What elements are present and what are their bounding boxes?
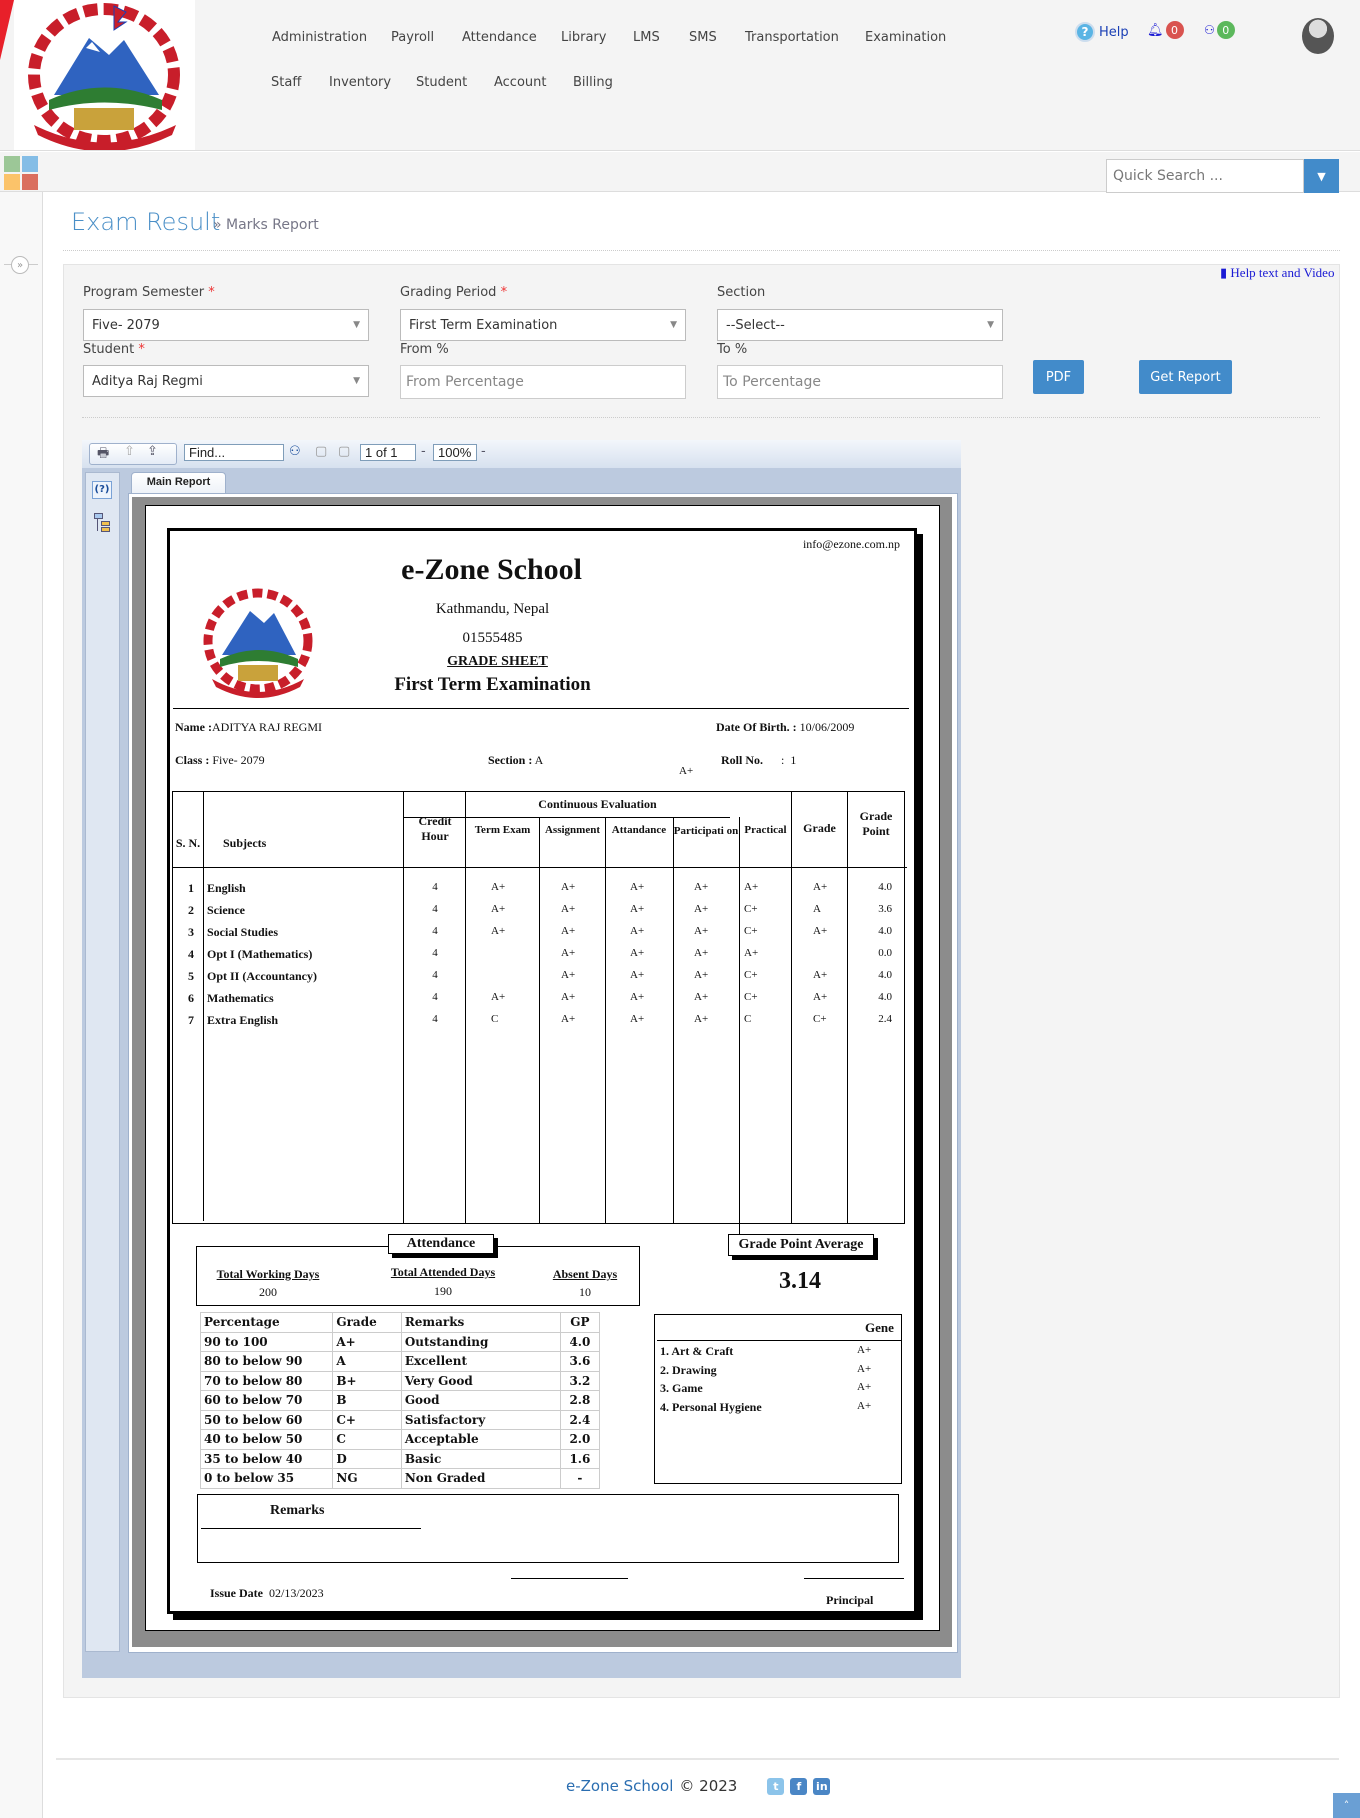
top-header <box>0 0 1360 151</box>
quick-search-input[interactable]: Quick Search ... <box>1106 159 1304 193</box>
roll-row: Roll No. : 1 <box>721 753 797 767</box>
up-arrow-icon[interactable]: ⇧ <box>124 444 135 459</box>
caret-down-icon: ▼ <box>353 376 360 386</box>
prev-page-icon[interactable]: ▢ <box>338 444 351 459</box>
sidebar-expand-toggle[interactable] <box>11 256 29 274</box>
users-icon: ⚇ <box>1204 23 1215 37</box>
nav-account[interactable]: Account <box>494 75 547 90</box>
footer-copyright: © 2023 <box>679 1777 738 1795</box>
caret-down-icon: ▼ <box>1317 169 1326 183</box>
table-row: 40 to below 50 C Acceptable 2.0 <box>201 1430 600 1450</box>
table-row: 6 Mathematics 4 A+ A+ A+ A+ C+ A+ 4.0 <box>188 991 892 1005</box>
table-row: 3 Social Studies 4 A+ A+ A+ A+ C+ A+ 4.0 <box>188 925 892 939</box>
bell-icon: 🔔︎ <box>1147 22 1164 38</box>
col-credit-hour: Credit Hour <box>418 814 452 843</box>
export-icon[interactable]: ⇪ <box>147 444 158 459</box>
grade-sheet <box>167 528 917 1614</box>
general-item: 2. Drawing <box>660 1363 717 1377</box>
help-icon[interactable]: (?) <box>92 481 112 499</box>
col-assignment: Assignment <box>544 824 600 836</box>
table-row: 5 Opt II (Accountancy) 4 A+ A+ A+ C+ A+ 4.0 <box>188 969 892 983</box>
nav-lms[interactable]: LMS <box>633 30 660 45</box>
nav-transportation[interactable]: Transportation <box>745 30 839 45</box>
student-label: Student * <box>83 342 145 357</box>
remarks-title: Remarks <box>270 1503 325 1518</box>
general-item-grade: A+ <box>857 1400 872 1412</box>
grading-period-select[interactable]: First Term Examination ▼ <box>400 309 686 341</box>
program-semester-label: Program Semester * <box>83 285 215 300</box>
table-row: 70 to below 80 B+ Very Good 3.2 <box>201 1371 600 1391</box>
attendance-title: Attendance <box>388 1234 494 1254</box>
working-days-value: 200 <box>259 1285 277 1299</box>
program-semester-select[interactable]: Five- 2079 ▼ <box>83 309 369 341</box>
nav-inventory[interactable]: Inventory <box>329 75 392 90</box>
principal-label: Principal <box>826 1593 874 1607</box>
table-row: 35 to below 40 D Basic 1.6 <box>201 1449 600 1469</box>
viewer-side-tools <box>85 472 120 1652</box>
signature-line <box>511 1578 628 1579</box>
absent-days-label: Absent Days <box>552 1267 618 1281</box>
nav-payroll[interactable]: Payroll <box>391 30 435 45</box>
linkedin-icon[interactable]: in <box>813 1778 830 1795</box>
general-item: 1. Art & Craft <box>660 1344 734 1358</box>
to-percentage-input[interactable]: To Percentage <box>717 365 1003 399</box>
user-avatar[interactable] <box>1302 18 1334 54</box>
zoom-input[interactable]: 100% <box>433 444 477 461</box>
to-percent-label: To % <box>717 342 748 357</box>
nav-student[interactable]: Student <box>416 75 468 90</box>
general-item-grade: A+ <box>857 1381 872 1393</box>
general-item: 3. Game <box>660 1381 703 1395</box>
group-tree-icon[interactable] <box>94 513 112 533</box>
class-row: Class : Five- 2079 <box>175 753 265 767</box>
table-row: 7 Extra English 4 C A+ A+ A+ C C+ 2.4 <box>188 1013 892 1027</box>
dob-row: Date Of Birth. : 10/06/2009 <box>716 720 855 734</box>
users-badge: 0 <box>1217 21 1235 39</box>
form-divider <box>82 417 1320 418</box>
section-label: Section <box>717 285 766 300</box>
general-item-grade: A+ <box>857 1344 872 1356</box>
col-attendance: Attandance <box>611 824 667 836</box>
users-button[interactable] <box>1204 21 1235 39</box>
double-chevron-right-icon: » <box>16 259 24 271</box>
table-row: 0 to below 35 NG Non Graded - <box>201 1469 600 1489</box>
col-term-exam: Term Exam <box>474 824 531 836</box>
table-row: 90 to 100 A+ Outstanding 4.0 <box>201 1332 600 1352</box>
title-divider <box>63 250 1340 251</box>
footer-divider <box>56 1758 1339 1760</box>
principal-signature-line <box>804 1578 904 1579</box>
student-name-row: Name :ADITYA RAJ REGMI <box>175 720 322 734</box>
gpa-title: Grade Point Average <box>728 1234 874 1256</box>
book-icon: ▮ <box>1220 265 1228 280</box>
nav-library[interactable]: Library <box>561 30 607 45</box>
table-row: 80 to below 90 A Excellent 3.6 <box>201 1352 600 1372</box>
nav-attendance[interactable]: Attendance <box>462 30 537 45</box>
page-indicator-input[interactable]: 1 of 1 <box>360 444 416 461</box>
get-report-button[interactable]: Get Report <box>1139 360 1232 394</box>
from-percent-label: From % <box>400 342 449 357</box>
school-phone: 01555485 <box>462 630 523 646</box>
help-text-video-link[interactable] <box>1220 265 1334 281</box>
col-participation: Participati on <box>673 825 739 837</box>
issue-date-row: Issue Date 02/13/2023 <box>210 1586 324 1600</box>
general-item-grade: A+ <box>857 1363 872 1375</box>
table-row: 1 English 4 A+ A+ A+ A+ A+ A+ 4.0 <box>188 881 892 895</box>
school-logo[interactable] <box>14 0 195 150</box>
caret-down-icon: ▼ <box>987 320 994 330</box>
next-page-icon[interactable]: ▢ <box>315 444 328 459</box>
table-header-row: Percentage Grade Remarks GP <box>201 1313 600 1333</box>
col-grade-point: Grade Point <box>859 809 893 838</box>
absent-days-value: 10 <box>579 1285 591 1299</box>
from-percentage-input[interactable]: From Percentage <box>400 365 686 399</box>
school-emblem <box>200 583 316 698</box>
attended-days-label: Total Attended Days <box>390 1265 496 1279</box>
table-row: 50 to below 60 C+ Satisfactory 2.4 <box>201 1410 600 1430</box>
quick-search-dropdown-button[interactable] <box>1304 159 1339 193</box>
table-row: 60 to below 70 B Good 2.8 <box>201 1391 600 1411</box>
pdf-button[interactable]: PDF <box>1033 360 1084 394</box>
col-grade: Grade <box>803 821 836 835</box>
left-sidebar <box>0 192 43 1818</box>
col-subjects: Subjects <box>223 836 267 850</box>
general-grades-box <box>654 1314 902 1484</box>
notifications-button[interactable] <box>1147 21 1184 39</box>
red-corner-decoration <box>0 0 14 60</box>
school-address: Kathmandu, Nepal <box>435 601 550 617</box>
double-chevron-up-icon: ˄ <box>1343 1799 1350 1812</box>
working-days-label: Total Working Days <box>216 1267 320 1281</box>
help-text-video-label: Help text and Video <box>1230 265 1335 280</box>
help-link[interactable] <box>1075 22 1129 42</box>
col-sn: S. N. <box>175 836 201 850</box>
apps-grid-icon[interactable] <box>4 156 38 190</box>
section-select[interactable]: --Select-- ▼ <box>717 309 1003 341</box>
facebook-icon[interactable]: f <box>790 1778 807 1795</box>
nav-administration[interactable]: Administration <box>272 30 368 45</box>
table-row: 2 Science 4 A+ A+ A+ A+ C+ A 3.6 <box>188 903 892 917</box>
help-label: Help <box>1099 24 1129 40</box>
col-practical: Practical <box>744 824 787 836</box>
binoculars-icon[interactable]: ⚇ <box>289 444 301 459</box>
footer <box>566 1777 830 1795</box>
print-icon[interactable]: 🖶︎ <box>97 446 110 461</box>
col-continuous-evaluation: Continuous Evaluation <box>538 797 657 811</box>
grade-sheet-title: GRADE SHEET <box>447 654 548 669</box>
footer-brand[interactable]: e-Zone School <box>566 1777 674 1795</box>
nav-billing[interactable]: Billing <box>573 75 613 90</box>
general-title: Gene <box>865 1320 894 1335</box>
section-row: Section : A <box>488 753 544 767</box>
nav-sms[interactable]: SMS <box>689 30 717 45</box>
find-input[interactable]: Find... <box>184 444 284 461</box>
question-icon: ? <box>1075 22 1095 42</box>
notifications-badge: 0 <box>1166 21 1184 39</box>
twitter-icon[interactable]: t <box>767 1778 784 1795</box>
nav-staff[interactable]: Staff <box>271 75 302 90</box>
attended-days-value: 190 <box>434 1284 452 1298</box>
caret-down-icon: ▼ <box>353 320 360 330</box>
breadcrumb: » Marks Report <box>213 217 319 233</box>
gpa-value: 3.14 <box>779 1268 821 1294</box>
page-dropdown-icon[interactable]: - <box>421 444 426 459</box>
tab-main-report[interactable]: Main Report <box>131 472 226 493</box>
grading-scale-table <box>200 1312 600 1489</box>
exam-title: First Term Examination <box>394 674 591 695</box>
zoom-dropdown-icon[interactable]: - <box>481 444 486 459</box>
remarks-box <box>197 1494 899 1563</box>
student-select[interactable]: Aditya Raj Regmi ▼ <box>83 365 369 397</box>
scroll-to-top-button[interactable] <box>1333 1793 1360 1818</box>
table-row: 4 Opt I (Mathematics) 4 A+ A+ A+ A+ 0.0 <box>188 947 892 961</box>
school-name: e-Zone School <box>401 553 582 586</box>
caret-down-icon: ▼ <box>670 320 677 330</box>
nav-examination[interactable]: Examination <box>865 30 947 45</box>
school-email: info@ezone.com.np <box>802 537 900 551</box>
page-title: Exam Result <box>71 208 221 236</box>
grading-period-label: Grading Period * <box>400 285 508 300</box>
stray-grade: A+ <box>679 765 694 777</box>
general-item: 4. Personal Hygiene <box>660 1400 762 1414</box>
